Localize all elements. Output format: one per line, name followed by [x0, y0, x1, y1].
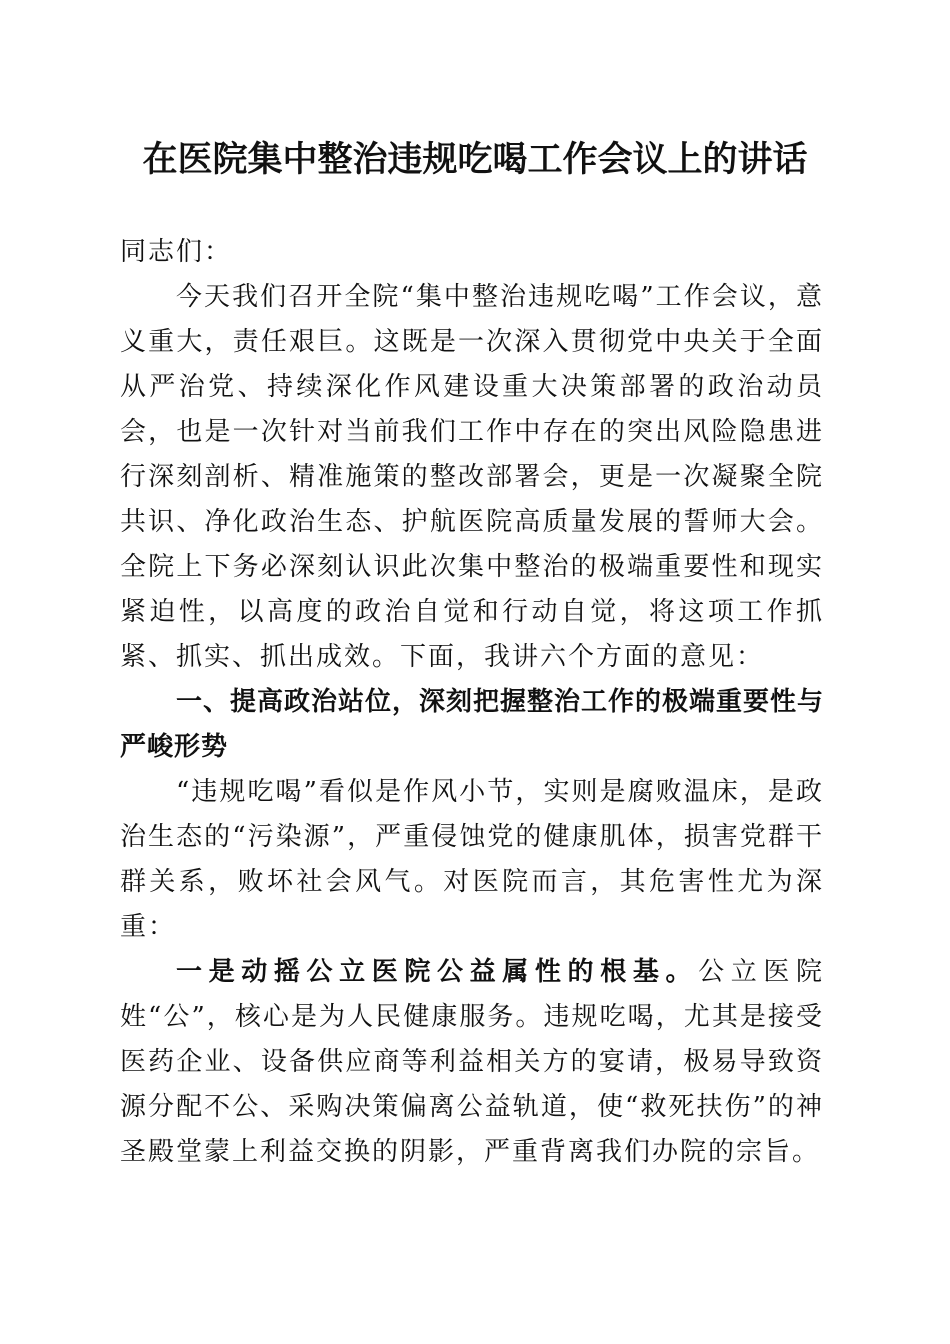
document-body: [120, 230, 824, 1175]
section-paragraph: “违规吃喝”看似是作风小节，实则是腐败温床，是政治生态的“污染源”，严重侵蚀党的健康肌体，损害党群干群关系，败坏社会风气。对医院而言，其危害性尤为深重：: [120, 777, 824, 942]
point-paragraph: [120, 950, 824, 1175]
section-heading: 一、提高政治站位，深刻把握整治工作的极端重要性与严峻形势: [120, 687, 825, 762]
point-lead: 一是动摇公立医院公益属性的根基。: [176, 957, 699, 987]
salutation: 同志们：: [120, 237, 233, 267]
document-title: 在医院集中整治违规吃喝工作会议上的讲话: [142, 139, 808, 180]
point-text: 公立医院姓“公”，核心是为人民健康服务。违规吃喝，尤其是接受医药企业、设备供应商等利益相关方的宴请，极易导致资源分配不公、采购决策偏离公益轨道，使“救死扶伤”的神圣殿堂蒙上利益交换的阴影，严重背离我们办院的宗旨。: [120, 957, 824, 1167]
intro-paragraph: 今天我们召开全院“集中整治违规吃喝”工作会议，意义重大，责任艰巨。这既是一次深入贯彻党中央关于全面从严治党、持续深化作风建设重大决策部署的政治动员会，也是一次针对当前我们工作中存在的突出风险隐患进行深刻剖析、精准施策的整改部署会，更是一次凝聚全院共识、净化政治生态、护航医院高质量发展的誓师大会。全院上下务必深刻认识此次集中整治的极端重要性和现实紧迫性，以高度的政治自觉和行动自觉，将这项工作抓紧、抓实、抓出成效。下面，我讲六个方面的意见：: [120, 282, 824, 672]
